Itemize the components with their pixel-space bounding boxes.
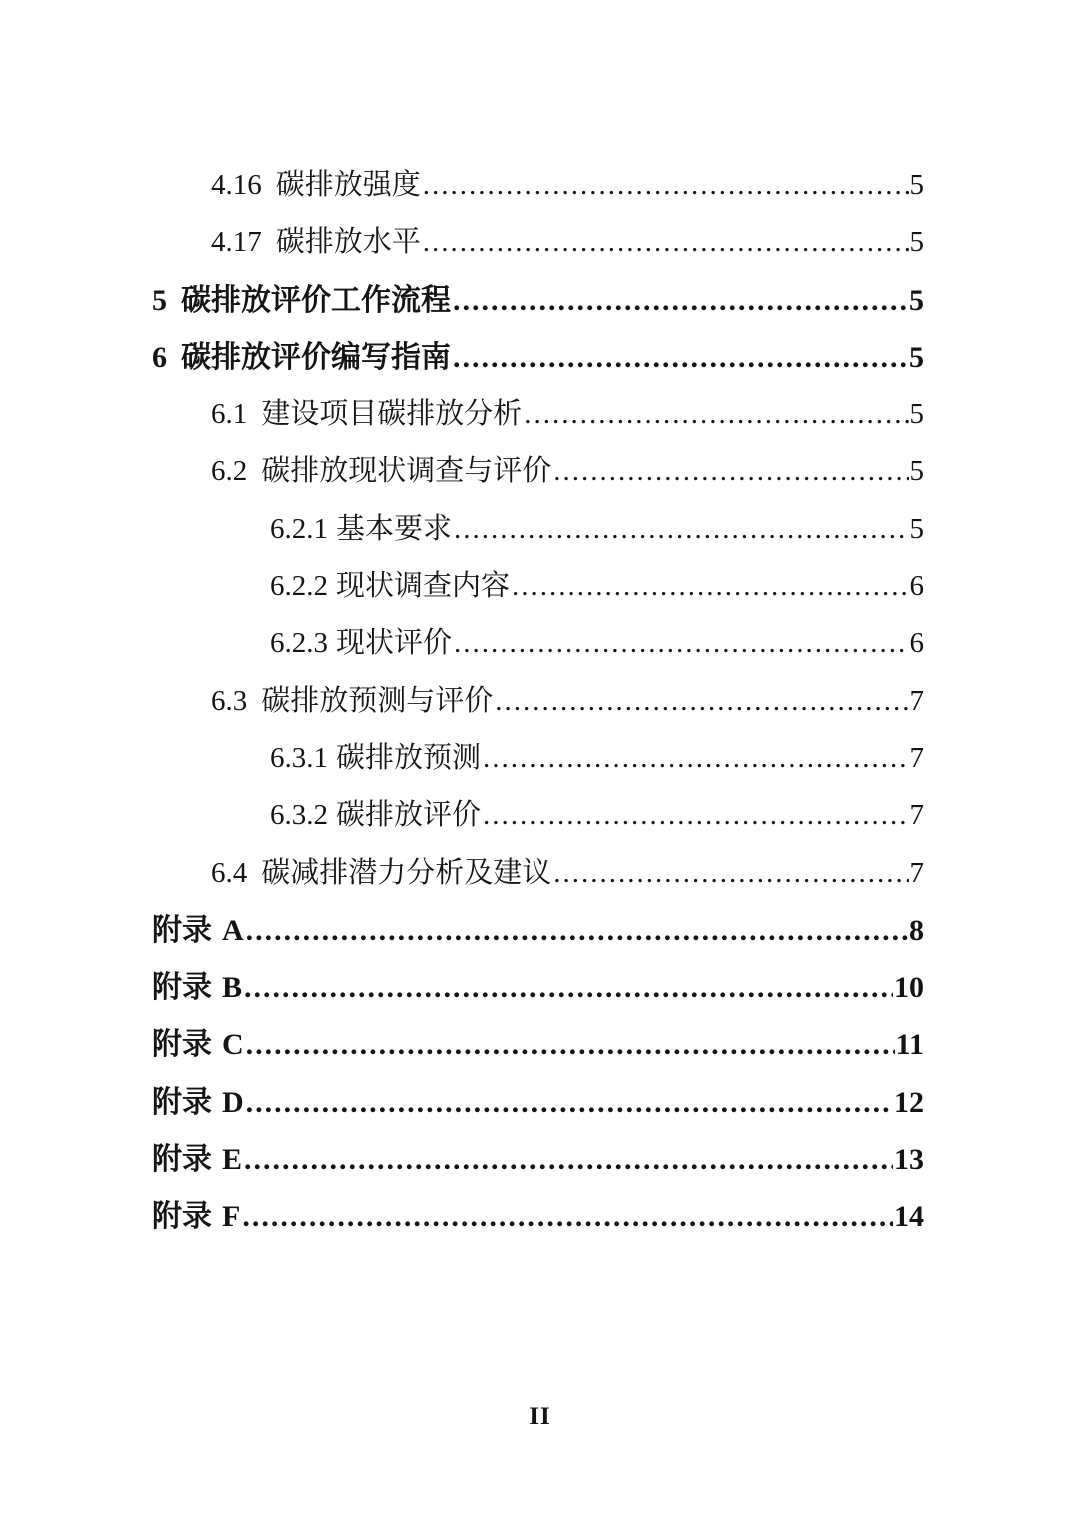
toc-entry-title: 碳排放评价: [336, 799, 482, 832]
toc-entry-page: 5: [909, 169, 924, 201]
toc-entry: [270, 615, 924, 672]
toc-entry: [211, 386, 924, 443]
toc-entry-leader: [483, 730, 908, 787]
toc-entry-leader: [553, 443, 908, 500]
toc-entry-title: E: [222, 1143, 243, 1177]
toc-entry: [211, 443, 924, 500]
toc-entry-page: 6: [909, 570, 924, 603]
toc-entry-page: 7: [909, 684, 924, 717]
toc-entry-leader: [454, 501, 908, 558]
toc-entry-title: 碳排放评价编写指南: [181, 340, 451, 374]
toc-entry-leader: [453, 272, 908, 329]
toc-entry-title: 现状评价: [336, 627, 453, 660]
toc-entry-title: 基本要求: [336, 512, 453, 545]
toc-entry-leader: [423, 157, 909, 214]
toc-entry-page: 13: [894, 1143, 924, 1177]
toc-entry-page: 10: [894, 971, 924, 1005]
toc-entry-number: 6.3.1: [270, 741, 328, 774]
toc-entry-number: 附录: [152, 1028, 212, 1062]
toc-entry-number: 6.1: [211, 398, 248, 431]
toc-entry-number: 4.17: [211, 226, 262, 259]
toc-entry-title: 碳排放强度: [275, 169, 421, 201]
toc-entry-leader: [246, 1074, 893, 1131]
toc-entry-leader: [244, 959, 893, 1016]
toc-entry-page: 12: [894, 1085, 924, 1119]
toc-entry: [152, 329, 924, 386]
toc-entry-number: 6.3: [211, 684, 248, 717]
toc-entry: [152, 1016, 924, 1073]
toc-entry-leader: [423, 214, 909, 271]
toc-entry-page: 5: [909, 226, 924, 259]
toc-entry: [152, 1074, 924, 1131]
toc-entry-leader: [246, 1016, 895, 1073]
toc-entry-number: 附录: [152, 1143, 212, 1177]
toc-entry-number: 5: [152, 283, 167, 317]
toc-entry-leader: [512, 558, 908, 615]
toc-entry: [211, 673, 924, 730]
toc-entry: [270, 787, 924, 844]
toc-entry: [211, 845, 924, 902]
toc-entry-title: F: [222, 1200, 241, 1234]
toc-entry-title: 现状调查内容: [336, 570, 511, 603]
toc-entry-title: C: [222, 1028, 244, 1062]
toc-entry-title: 建设项目碳排放分析: [261, 398, 523, 431]
toc-entry-title: 碳减排潜力分析及建议: [261, 856, 552, 889]
toc-entry-number: 附录: [152, 1085, 212, 1119]
toc-entry: [211, 214, 924, 271]
toc-entry-number: 附录: [152, 913, 212, 947]
toc-entry-number: 附录: [152, 1200, 212, 1234]
toc-entry-title: 碳排放预测: [336, 741, 482, 774]
toc-entry: [152, 1131, 924, 1188]
toc-entry-page: 6: [909, 627, 924, 660]
toc-entry-number: 附录: [152, 971, 212, 1005]
toc-entry-title: A: [222, 913, 244, 947]
toc-entry-leader: [524, 386, 908, 443]
toc-entry-leader: [553, 845, 908, 902]
toc-entry-page: 11: [895, 1028, 924, 1062]
toc-entry-page: 8: [909, 913, 924, 947]
toc-entry-number: 6.3.2: [270, 799, 328, 832]
toc-entry: [152, 902, 924, 959]
toc-entry-page: 5: [909, 512, 924, 545]
toc-entry-number: 6.2.1: [270, 512, 328, 545]
toc-entry-number: 4.16: [211, 169, 262, 201]
toc-entry-leader: [244, 1131, 893, 1188]
toc-entry: [270, 730, 924, 787]
toc-entry-page: 7: [909, 799, 924, 832]
toc-entry-title: 碳排放水平: [275, 226, 421, 259]
toc-list: [152, 157, 924, 1246]
toc-entry-page: 5: [909, 283, 924, 317]
toc-entry-title: D: [222, 1085, 244, 1119]
toc-entry-page: 14: [894, 1200, 924, 1234]
toc-entry-page: 5: [909, 398, 924, 431]
toc-entry-number: 6.2: [211, 455, 248, 488]
toc-entry: [152, 272, 924, 329]
toc-entry-leader: [453, 329, 908, 386]
toc-entry-title: 碳排放预测与评价: [261, 684, 494, 717]
toc-entry-leader: [246, 902, 908, 959]
toc-entry-title: 碳排放现状调查与评价: [261, 455, 552, 488]
toc-entry: [152, 959, 924, 1016]
toc-entry-leader: [483, 787, 908, 844]
toc-entry-page: 7: [909, 856, 924, 889]
toc-entry-leader: [495, 673, 908, 730]
toc-entry: [211, 157, 924, 214]
toc-entry-number: 6: [152, 340, 167, 374]
toc-entry-page: 5: [909, 340, 924, 374]
toc-entry-page: 7: [909, 741, 924, 774]
toc-entry-page: 5: [909, 455, 924, 488]
toc-entry-leader: [242, 1188, 893, 1245]
toc-entry-leader: [454, 615, 908, 672]
toc-entry-title: B: [222, 971, 243, 1005]
toc-entry: [270, 501, 924, 558]
toc-entry-number: 6.4: [211, 856, 248, 889]
toc-entry-number: 6.2.2: [270, 570, 328, 603]
toc-entry-title: 碳排放评价工作流程: [181, 283, 451, 317]
footer-page-number: II: [529, 1403, 551, 1430]
toc-entry-number: 6.2.3: [270, 627, 328, 660]
toc-entry: [270, 558, 924, 615]
toc-entry: [152, 1188, 924, 1245]
